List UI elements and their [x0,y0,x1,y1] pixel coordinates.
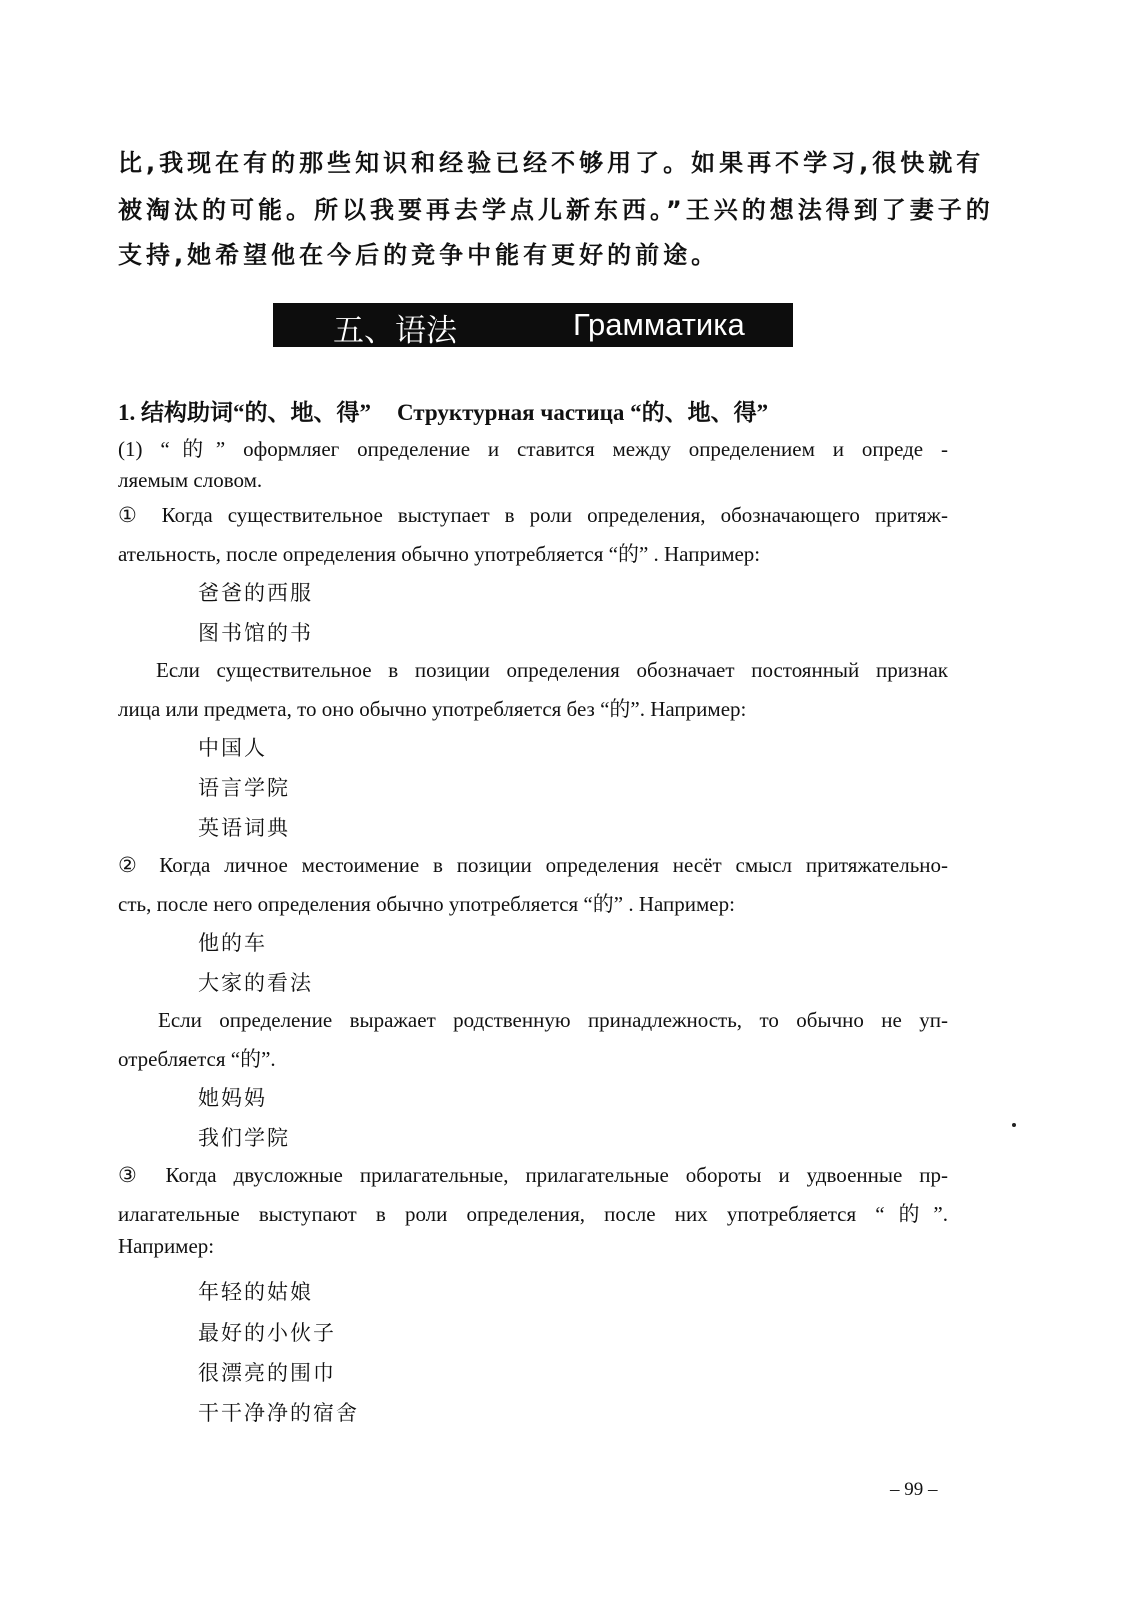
example-4-1: 她妈妈 [198,1086,267,1110]
topic-heading-russian: Структурная частица “的、地、得” [397,400,769,425]
paragraph-3-line-2: лица или предмета, то оно обычно употребляется без “的”. Например: [118,697,747,721]
example-3-2: 大家的看法 [198,971,313,995]
paragraph-2-line-2: ательность, после определения обычно употребляется “的” . Например: [118,542,761,566]
example-1-1: 爸爸的西服 [198,581,313,605]
topic-heading-chinese: 1. 结构助词“的、地、得” [118,400,371,425]
paragraph-1-line-1: (1) “的” оформляег определение и ставится между определением и опреде - [118,437,948,461]
intro-line-3: 支持,她希望他在今后的竞争中能有更好的前途。 [118,241,720,269]
intro-line-1: 比,我现在有的那些知识和经验已经不够用了。如果再不学习,很快就有 [118,149,985,177]
print-speck [1012,1123,1016,1127]
paragraph-2-line-1: ① Когда существительное выступает в роли определения, обозначающего притяж- [118,503,948,527]
section-banner [273,303,793,347]
example-2-3: 英语词典 [198,816,290,840]
paragraph-4-line-2: сть, после него определения обычно употребляется “的” . Например: [118,892,735,916]
intro-line-2: 被淘汰的可能。所以我要再去学点儿新东西。”王兴的想法得到了妻子的 [118,196,994,224]
example-5-4: 干干净净的宿舍 [198,1401,359,1425]
example-2-1: 中国人 [198,736,267,760]
paragraph-6-line-2: илагательные выступают в роли определения, после них употребляется “的”. [118,1202,948,1226]
page-number: – 99 – [890,1479,938,1500]
section-title-russian: Грамматика [573,307,745,342]
paragraph-4-line-1: ② Когда личное местоимение в позиции определения несёт смысл притяжательно- [118,853,948,877]
topic-heading [118,394,768,427]
paragraph-6-line-3: Например: [118,1234,215,1258]
example-5-2: 最好的小伙子 [198,1321,336,1345]
paragraph-3-line-1: Если существительное в позиции определения обозначает постоянный признак [156,658,948,682]
example-4-2: 我们学院 [198,1126,290,1150]
paragraph-6-line-1: ③ Когда двусложные прилагательные, прилагательные обороты и удвоенные пр- [118,1163,948,1187]
paragraph-5-line-2: отребляется “的”. [118,1047,276,1071]
section-title-chinese: 五、语法 [333,313,457,349]
example-5-1: 年轻的姑娘 [198,1280,313,1304]
example-1-2: 图书馆的书 [198,621,313,645]
example-2-2: 语言学院 [198,776,290,800]
example-5-3: 很漂亮的围巾 [198,1361,336,1385]
paragraph-5-line-1: Если определение выражает родственную принадлежность, то обычно не уп- [158,1008,948,1032]
example-3-1: 他的车 [198,931,267,955]
paragraph-1-line-2: ляемым словом. [118,468,263,492]
